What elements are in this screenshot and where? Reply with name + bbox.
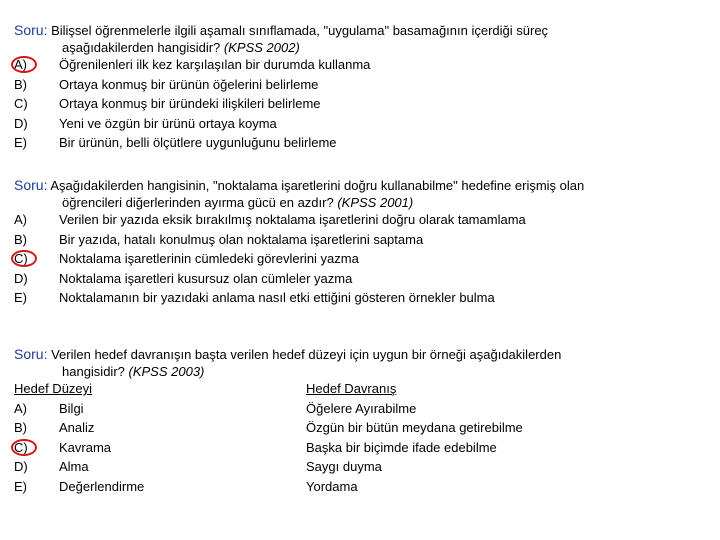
- source-tag: (KPSS 2002): [223, 40, 300, 55]
- option-c: C) Ortaya konmuş bir üründeki ilişkileri belirleme: [14, 96, 321, 111]
- table-header: [14, 379, 714, 399]
- source-tag: (KPSS 2001): [337, 195, 414, 210]
- option-d: D) Noktalama işaretleri kusursuz olan cümleler yazma: [14, 270, 353, 286]
- option-e: E) Değerlendirme Yordama: [14, 478, 358, 494]
- question-2: [14, 176, 714, 308]
- option-c: C) Kavrama Başka bir biçimde ifade edebilme: [14, 438, 714, 458]
- option-b: B) Ortaya konmuş bir ürünün öğelerini belirleme: [14, 76, 319, 92]
- question-label: Soru:: [14, 22, 48, 38]
- question-3: [14, 345, 714, 496]
- option-e: E) Noktalamanın bir yazıdaki anlama nasıl etki ettiğini gösteren örnekler bulma: [14, 290, 495, 305]
- option-a: A) Bilgi Öğelere Ayırabilme: [14, 400, 417, 416]
- option-d: D) Alma Saygı duyma: [14, 459, 382, 474]
- option-e: E) Bir ürünün, belli ölçütlere uygunluğunu belirleme: [14, 135, 337, 150]
- source-tag: (KPSS 2003): [128, 364, 205, 379]
- question-3-stem-continued: hangisidir? (KPSS 2003): [62, 364, 205, 379]
- option-a: A) Verilen bir yazıda eksik bırakılmış noktalama işaretlerini doğru olarak tamamlama: [14, 212, 526, 227]
- question-label: Soru:: [14, 346, 48, 362]
- option-c: C) Noktalama işaretlerinin cümledeki görevlerini yazma: [14, 249, 714, 269]
- answer-circle: [11, 439, 37, 456]
- question-2-stem: Soru: Aşağıdakilerden hangisinin, "noktalama işaretlerini doğru kullanabilme" hedefine erişmiş olan: [14, 177, 585, 193]
- option-d: D) Yeni ve özgün bir ürünü ortaya koyma: [14, 115, 277, 131]
- question-1: [14, 21, 714, 153]
- question-3-stem: Soru: Verilen hedef davranışın başta verilen hedef düzeyi için uygun bir örneği aşağıdakilerden: [14, 346, 562, 362]
- option-b: B) Analiz Özgün bir bütün meydana getirebilme: [14, 420, 523, 435]
- header-hedef-duzeyi: Hedef Düzeyi: [14, 381, 93, 396]
- question-label: Soru:: [14, 177, 48, 193]
- answer-circle: [11, 56, 37, 73]
- option-b: B) Bir yazıda, hatalı konulmuş olan noktalama işaretlerini saptama: [14, 231, 424, 247]
- answer-circle: [11, 250, 37, 267]
- option-a: A) Öğrenilenleri ilk kez karşılaşılan bir durumda kullanma: [14, 55, 714, 75]
- question-2-stem-continued: öğrencileri diğerlerinden ayırma gücü en azdır? (KPSS 2001): [62, 195, 414, 210]
- question-1-stem-continued: aşağıdakilerden hangisidir? (KPSS 2002): [62, 40, 300, 55]
- question-1-stem: Soru: Bilişsel öğrenmelerle ilgili aşamalı sınıflamada, "uygulama" basamağının içerdiği süreç: [14, 22, 549, 38]
- header-hedef-davranis: Hedef Davranış: [306, 381, 397, 396]
